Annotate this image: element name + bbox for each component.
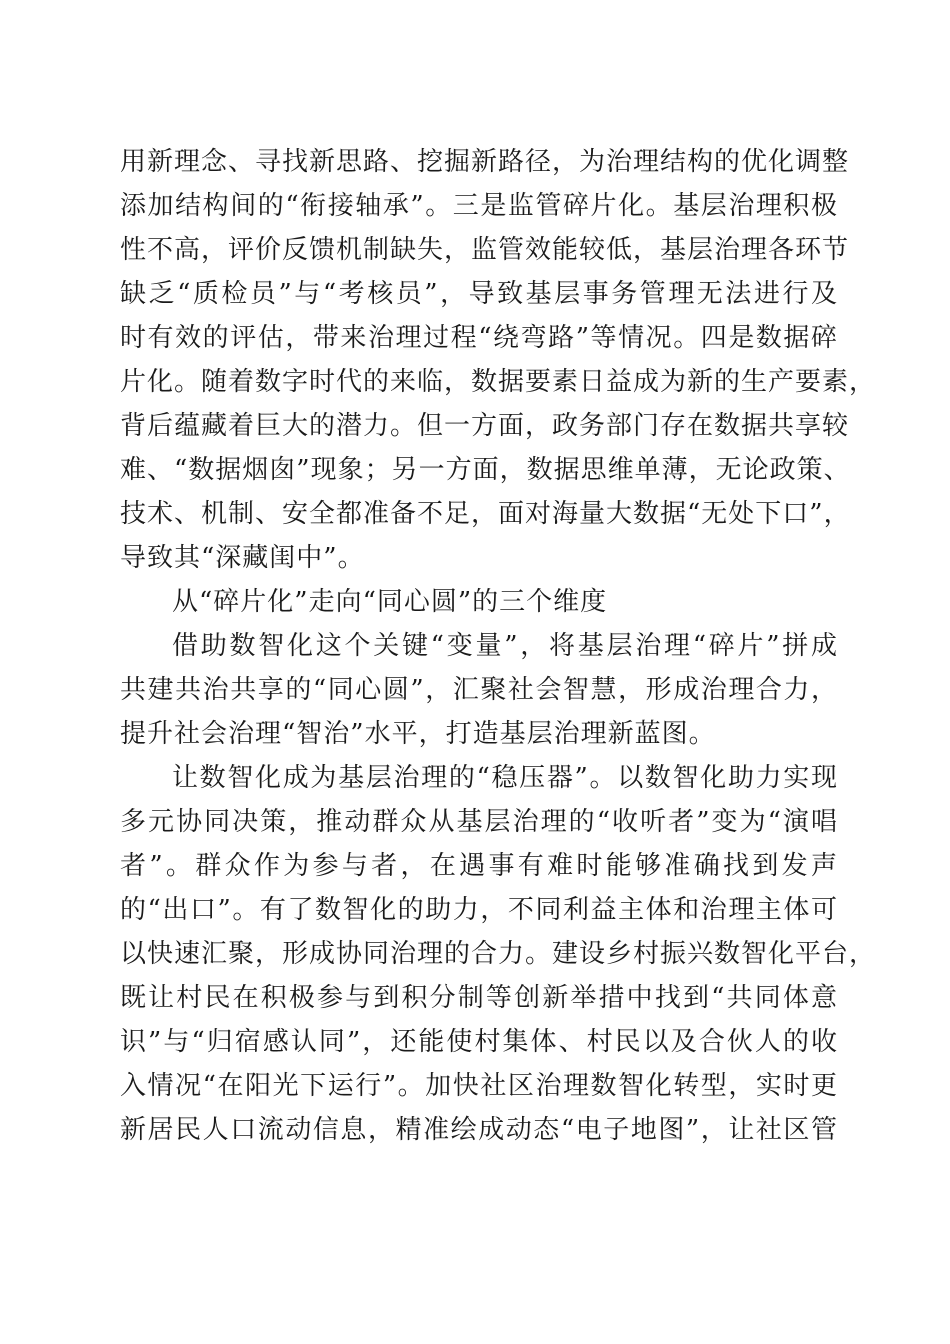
text-line: 片化。随着数字时代的来临，数据要素日益成为新的生产要素， (120, 367, 877, 397)
text-line: 难、“数据烟囱”现象；另一方面，数据思维单薄，无论政策、 (120, 455, 851, 485)
section-heading: 从“碎片化”走向“同心圆”的三个维度 (172, 587, 608, 617)
text-line: 添加结构间的“衔接轴承”。三是监管碎片化。基层治理积极 (120, 191, 838, 221)
text-line: 的“出口”。有了数智化的助力，不同利益主体和治理主体可 (120, 895, 838, 925)
text-line: 入情况“在阳光下运行”。加快社区治理数智化转型，实时更 (120, 1071, 838, 1101)
text-line: 借助数智化这个关键“变量”，将基层治理“碎片”拼成 (172, 631, 838, 661)
text-line: 识”与“归宿感认同”，还能使村集体、村民以及合伙人的收 (120, 1027, 838, 1057)
document-body (120, 140, 877, 1152)
text-line: 多元协同决策，推动群众从基层治理的“收听者”变为“演唱 (120, 807, 838, 837)
text-line: 缺乏“质检员”与“考核员”，导致基层事务管理无法进行及 (120, 279, 838, 309)
text-line: 者”。群众作为参与者，在遇事有难时能够准确找到发声 (120, 851, 838, 881)
text-line: 共建共治共享的“同心圆”，汇聚社会智慧，形成治理合力， (120, 675, 838, 705)
text-line: 新居民人口流动信息，精准绘成动态“电子地图”，让社区管 (120, 1115, 838, 1145)
text-line: 用新理念、寻找新思路、挖掘新路径，为治理结构的优化调整 (120, 147, 850, 177)
text-line: 时有效的评估，带来治理过程“绕弯路”等情况。四是数据碎 (120, 323, 838, 353)
text-line: 性不高，评价反馈机制缺失，监管效能较低，基层治理各环节 (120, 235, 850, 265)
text-line: 技术、机制、安全都准备不足，面对海量大数据“无处下口”， (120, 499, 851, 529)
text-line: 让数智化成为基层治理的“稳压器”。以数智化助力实现 (172, 763, 838, 793)
text-line: 背后蕴藏着巨大的潜力。但一方面，政务部门存在数据共享较 (120, 411, 850, 441)
text-line: 以快速汇聚，形成协同治理的合力。建设乡村振兴数智化平台， (120, 939, 877, 969)
text-line: 导致其“深藏闺中”。 (120, 543, 365, 573)
text-line: 既让村民在积极参与到积分制等创新举措中找到“共同体意 (120, 983, 838, 1013)
text-line: 提升社会治理“智治”水平，打造基层治理新蓝图。 (120, 719, 716, 749)
